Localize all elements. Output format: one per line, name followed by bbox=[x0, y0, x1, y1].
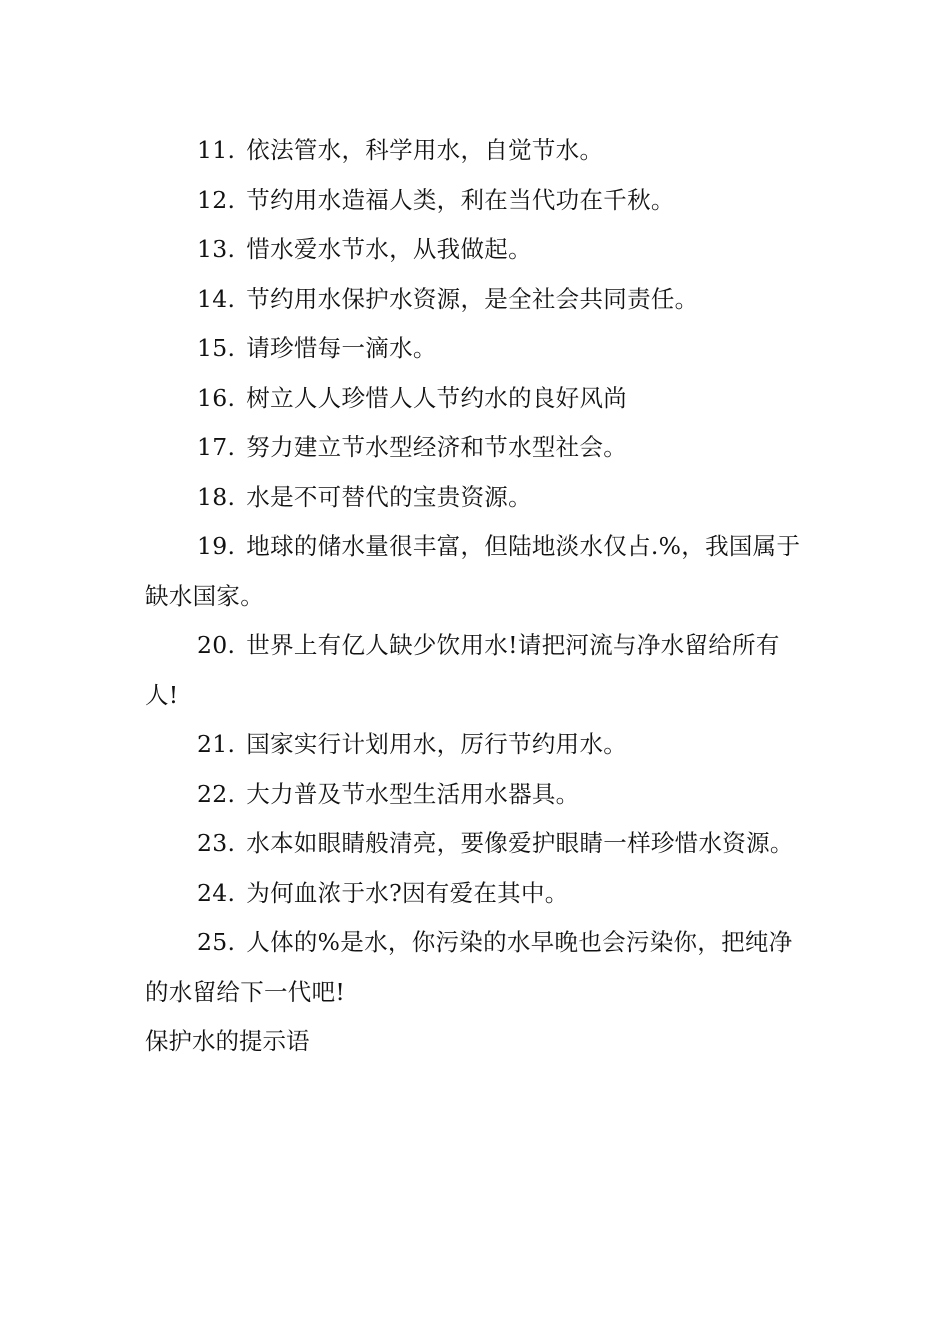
item-number: 22. bbox=[197, 779, 236, 808]
item-number: 23. bbox=[197, 829, 236, 857]
list-item bbox=[145, 324, 807, 374]
item-number: 15. bbox=[197, 334, 236, 362]
list-item bbox=[145, 126, 807, 176]
item-text: 请珍惜每一滴水。 bbox=[246, 334, 437, 362]
list-item bbox=[145, 819, 807, 869]
item-number: 20. bbox=[197, 631, 236, 659]
item-number: 24. bbox=[197, 878, 236, 907]
list-item bbox=[145, 423, 807, 473]
list-item bbox=[145, 473, 807, 523]
item-number: 17. bbox=[197, 433, 236, 461]
item-number: 21. bbox=[197, 730, 236, 758]
item-number: 11. bbox=[197, 136, 236, 164]
list-item bbox=[145, 522, 807, 621]
list-item bbox=[145, 869, 807, 919]
list-item bbox=[145, 275, 807, 325]
item-number: 18. bbox=[197, 482, 236, 511]
list-item bbox=[145, 918, 807, 1017]
list-item bbox=[145, 621, 807, 720]
list-item bbox=[145, 176, 807, 226]
item-number: 16. bbox=[197, 383, 236, 412]
list-item bbox=[145, 770, 807, 820]
item-text: 努力建立节水型经济和节水型社会。 bbox=[246, 433, 628, 461]
item-text: 为何血浓于水?因有爱在其中。 bbox=[246, 878, 569, 907]
item-number: 12. bbox=[197, 185, 236, 214]
item-text: 水是不可替代的宝贵资源。 bbox=[246, 482, 532, 511]
item-text: 树立人人珍惜人人节约水的良好风尚 bbox=[246, 383, 628, 412]
item-text: 大力普及节水型生活用水器具。 bbox=[246, 779, 580, 808]
item-text: 人体的%是水，你污染的水早晚也会污染你，把纯净的水留给下一代吧! bbox=[145, 928, 793, 1006]
item-text: 惜水爱水节水，从我做起。 bbox=[246, 235, 532, 263]
item-number: 14. bbox=[197, 284, 236, 313]
item-text: 节约用水造福人类，利在当代功在千秋。 bbox=[246, 185, 675, 214]
document-body bbox=[145, 126, 807, 1067]
item-text: 依法管水，科学用水，自觉节水。 bbox=[246, 136, 604, 164]
item-text: 国家实行计划用水，厉行节约用水。 bbox=[246, 730, 628, 758]
item-text: 地球的储水量很丰富，但陆地淡水仅占.%，我国属于缺水国家。 bbox=[145, 532, 801, 610]
list-item bbox=[145, 225, 807, 275]
list-item bbox=[145, 720, 807, 770]
item-text: 水本如眼睛般清亮，要像爱护眼睛一样珍惜水资源。 bbox=[246, 829, 794, 857]
item-text: 世界上有亿人缺少饮用水!请把河流与净水留给所有人! bbox=[145, 631, 780, 709]
item-number: 19. bbox=[197, 532, 236, 560]
footer-title: 保护水的提示语 bbox=[145, 1027, 310, 1055]
item-number: 13. bbox=[197, 235, 236, 263]
list-item bbox=[145, 374, 807, 424]
item-text: 节约用水保护水资源，是全社会共同责任。 bbox=[246, 284, 699, 313]
item-number: 25. bbox=[197, 928, 236, 956]
